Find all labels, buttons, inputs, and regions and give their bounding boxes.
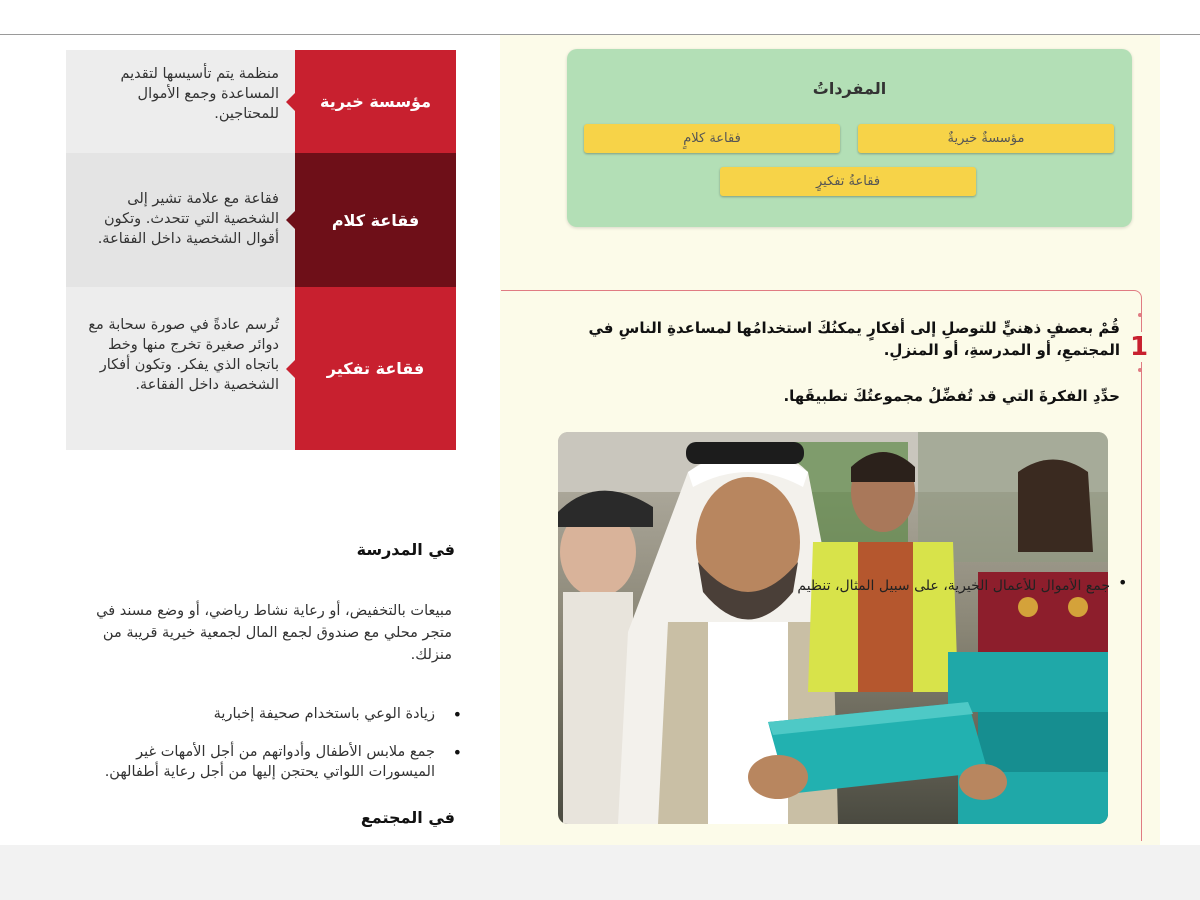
frame-marker xyxy=(1138,368,1142,372)
vocab-card-thought-bubble xyxy=(66,287,456,450)
vocabulary-box xyxy=(567,49,1132,227)
school-paragraph: مبيعات بالتخفيض، أو رعاية نشاط رياضي، أو وضع مسند في متجر محلي مع صندوق لجمع المال لجمعية خيرية قريبة من منزلك. xyxy=(96,603,452,663)
vocabulary-title: المفرداتُ xyxy=(812,79,887,98)
list-item xyxy=(70,742,470,782)
vocab-card-charity xyxy=(66,50,456,153)
vocab-card-term: فقاعة كلام xyxy=(295,153,456,287)
vocab-card-term: فقاعة تفكير xyxy=(295,287,456,450)
list-item xyxy=(70,704,470,724)
top-bar xyxy=(0,0,1200,35)
list-item-text: جمع ملابس الأطفال وأدواتهم من أجل الأمهات غير الميسورات اللواتي يحتجن إليها من أجل رعاية أطفالهن. xyxy=(104,744,435,780)
bullet-icon: • xyxy=(452,705,462,724)
bottom-bar xyxy=(0,845,1200,900)
volunteers-photo-illustration xyxy=(558,432,1108,824)
section-heading-community: في المجتمع xyxy=(360,808,455,827)
bullet-icon: • xyxy=(1118,573,1128,592)
vocab-card-definition: منظمة يتم تأسيسها لتقديم المساعدة وجمع الأموال للمحتاجين. xyxy=(66,50,295,153)
bullet-icon: • xyxy=(452,743,462,762)
volunteers-photo xyxy=(558,432,1108,824)
vocab-card-definition: تُرسم عادةً في صورة سحابة مع دوائر صغيرة تخرج منها وخط باتجاه الذي يفكر. وتكون أفكار الشخصية داخل الفقاعة. xyxy=(66,287,295,450)
vocab-card-speech-bubble xyxy=(66,153,456,287)
section-heading-school: في المدرسة xyxy=(356,540,455,559)
word-chip-charity[interactable]: مؤسسةٌ خيريةٌ xyxy=(858,124,1114,153)
vocab-card-definition: فقاعة مع علامة تشير إلى الشخصية التي تتحدث. وتكون أقوال الشخصية داخل الفقاعة. xyxy=(66,153,295,287)
frame-marker xyxy=(1138,313,1142,317)
activity-instruction: قُمْ بعصفٍ ذهنيٍّ للتوصلِ إلى أفكارٍ يمكنُكَ استخدامُها لمساعدةِ الناسِ في المجتمعِ، أو المدرسةِ، أو المنزلِ. xyxy=(588,319,1120,359)
list-item-text: زيادة الوعي باستخدام صحيفة إخبارية xyxy=(213,706,435,722)
photo-caption: جمع الأموال للأعمال الخيرية، على سبيل المثال، تنظيم xyxy=(797,578,1110,594)
word-chip-speech-bubble[interactable]: فقاعة كلامٍ xyxy=(584,124,840,153)
vocab-card-term: مؤسسة خيرية xyxy=(295,50,456,153)
activity-number: 1 xyxy=(1129,332,1149,362)
activity-sub-instruction: حدِّدِ الفكرةَ التي قد تُفضِّلُ مجموعتُكَ تطبيقَها. xyxy=(783,387,1120,405)
word-chip-thought-bubble[interactable]: فقاعةُ تفكيرٍ xyxy=(720,167,976,196)
